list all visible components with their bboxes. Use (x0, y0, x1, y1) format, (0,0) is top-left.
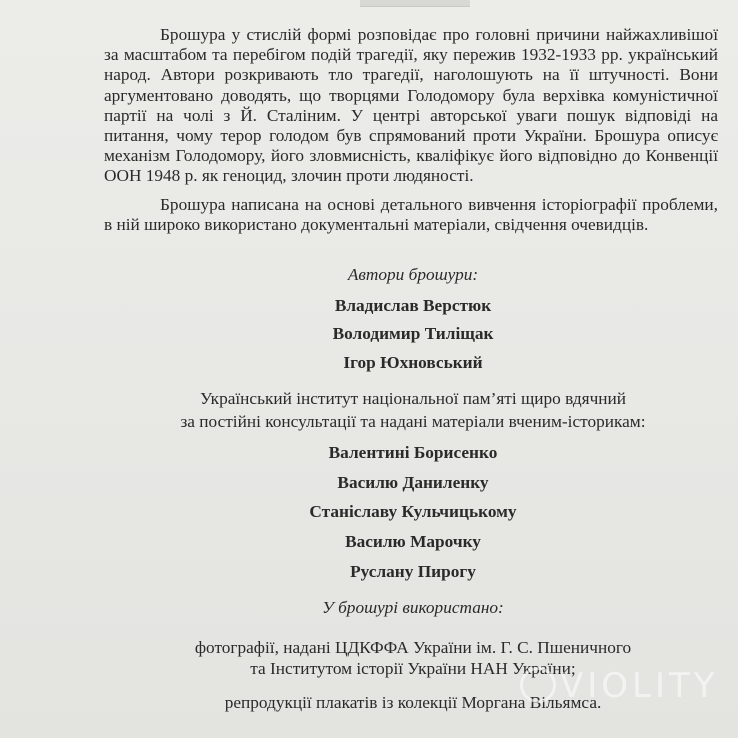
description-paragraph-2: Брошура написана на основі детального вивчення історіографії проблеми, в ній широко використано документальні матеріали, свідчення очевидців. (104, 195, 718, 235)
violity-logo-icon (520, 667, 556, 703)
photo-credit-line-2: та Інститутом історії України НАН України; (250, 659, 576, 678)
historian-name: Руслану Пирогу (350, 562, 476, 581)
historian-name: Василю Даниленку (337, 473, 489, 492)
page-top-edge (360, 0, 470, 7)
thanks-line-1: Український інститут національної пам’яті щиро вдячний (199, 389, 627, 408)
photo-credit-line-1: фотографії, надані ЦДКФФА України ім. Г. С. Пшеничного (194, 638, 632, 657)
thanks-line-2: за постійні консультації та надані матеріали вченим-історикам: (180, 412, 646, 431)
historian-name: Василю Марочку (345, 532, 481, 551)
authors-heading: Автори брошури: (347, 265, 479, 284)
author-name: Ігор Юхновський (343, 353, 483, 372)
poster-credit-line: репродукції плакатів із колекції Моргана Вільямса. (224, 693, 602, 712)
historian-name: Валентині Борисенко (328, 443, 498, 462)
author-name: Володимир Тиліщак (332, 324, 494, 343)
author-name: Владислав Верстюк (334, 296, 492, 315)
description-paragraph-1: Брошура у стислій формі розповідає про головні причини найжахливішої за масштабом та перебігом подій трагедії, яку пережив 1932-1933 рр. український народ. Автори розкривають тло трагедії, наголошують на її штучності. Вони аргументовано доводять, що творцями Голодомору була верхівка комуністичної партії на чолі з Й. Сталіним. У центрі авторської уваги пошук відповіді на питання, чому терор голодом був спрямований проти України. Брошура описує механізм Голодомору, його зловмисність, кваліфікує його відповідно до Конвенції ООН 1948 р. як геноцид, злочин проти людяності. (104, 25, 718, 186)
violity-watermark (520, 666, 719, 706)
historian-name: Станіславу Кульчицькому (309, 502, 517, 521)
watermark-text: VIOLITY (560, 666, 719, 706)
used-heading: У брошурі використано: (322, 598, 504, 617)
